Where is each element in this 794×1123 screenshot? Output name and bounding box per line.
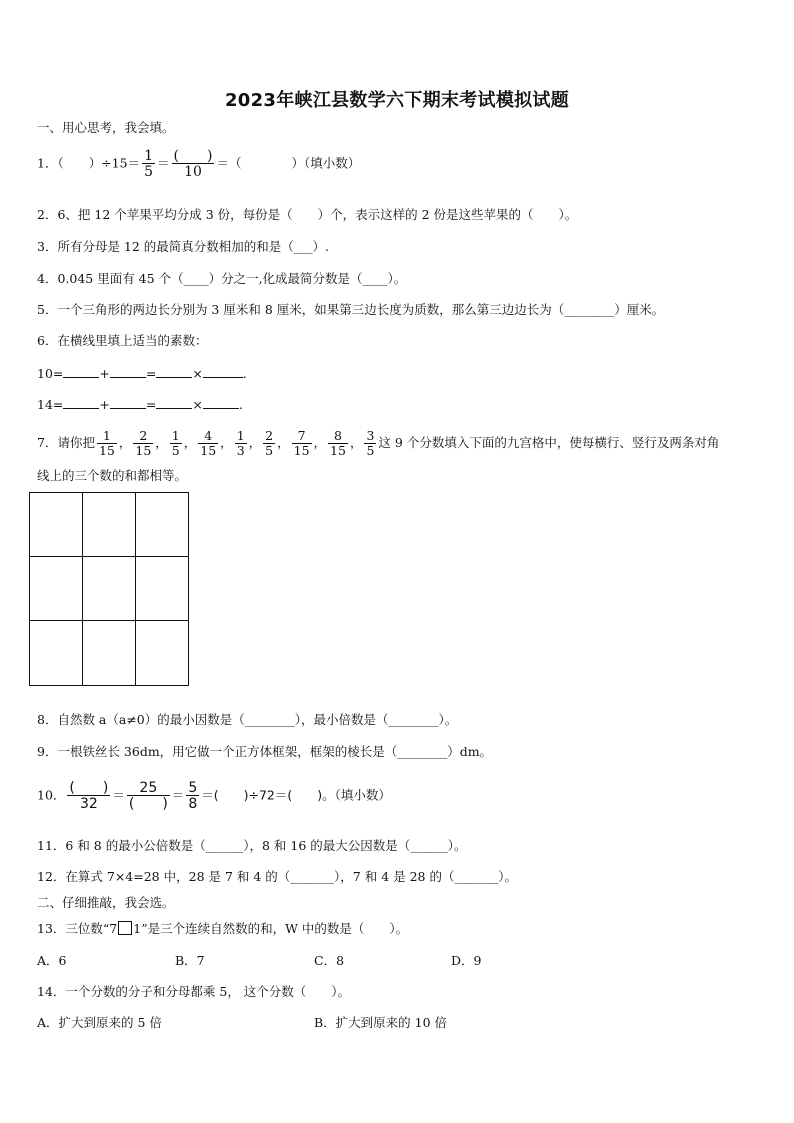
question-6-line-b <box>37 396 243 413</box>
question-6: 6．在横线里填上适当的素数： <box>37 333 208 348</box>
question-1 <box>37 149 360 179</box>
blank-line <box>63 396 99 409</box>
q1-fraction-2 <box>172 149 215 179</box>
q7-fraction <box>328 430 348 457</box>
q7-fraction-denominator: 5 <box>171 442 180 458</box>
q10-f1-denominator: 32 <box>67 795 110 811</box>
q7-separator: ， <box>155 435 168 450</box>
q1-blank-text: （ ）÷15＝ <box>57 155 141 171</box>
q7-fraction <box>364 430 376 457</box>
grid-cell[interactable] <box>83 557 136 621</box>
q7-fraction <box>198 430 218 457</box>
q7-fraction-list <box>95 428 378 458</box>
q10-f3-denominator: 8 <box>188 796 198 812</box>
q1-number: 1． <box>37 155 58 171</box>
q7-separator: ， <box>183 435 197 450</box>
q7-fraction-numerator: 8 <box>334 428 342 443</box>
blank-line <box>203 396 239 409</box>
q6a-op-dot: . <box>242 366 247 381</box>
question-14: 14．一个分数的分子和分母都乘 5， 这个分数（ ）。 <box>37 984 351 999</box>
q13-text-b: 1”是三个连续自然数的和，W 中的数是（ ）。 <box>133 921 409 936</box>
q6a-op-plus: + <box>99 366 110 381</box>
grid-cell[interactable] <box>83 621 136 685</box>
question-6-line-a <box>37 365 247 382</box>
question-8: 8．自然数 a（a≠0）的最小因数是（________），最小倍数是（________）。 <box>37 712 458 727</box>
q1-fraction-1 <box>142 149 155 179</box>
q10-f3-numerator: 5 <box>188 780 198 796</box>
page-title: 2023年峡江县数学六下期末考试模拟试题 <box>224 90 570 111</box>
question-5: 5．一个三角形的两边长分别为 3 厘米和 8 厘米，如果第三边长度为质数，那么第三边边长为（________）厘米。 <box>37 302 665 317</box>
section-heading-fill: 一、用心思考，我会填。 <box>37 120 175 135</box>
grid-cell[interactable] <box>30 621 83 685</box>
question-9: 9．一根铁丝长 36dm，用它做一个正方体框架，框架的棱长是（________）dm。 <box>37 744 493 759</box>
q7-separator: ， <box>248 435 262 450</box>
q1-fraction-2-numerator: ( ) <box>173 148 213 164</box>
q7-fraction <box>133 430 153 457</box>
q10-f2-denominator: ( ) <box>128 796 168 812</box>
blank-line <box>156 396 192 409</box>
blank-line <box>110 365 146 378</box>
q7-fraction-numerator: 7 <box>297 428 306 443</box>
blank-line <box>110 396 146 409</box>
q7-separator: ， <box>220 435 233 450</box>
q7-fraction-numerator: 1 <box>236 428 245 443</box>
q14-option-b[interactable]: B．扩大到原来的 10 倍 <box>314 1015 448 1030</box>
q7-separator: ， <box>277 435 290 450</box>
q7-fraction-denominator: 15 <box>200 442 217 458</box>
q14-option-a[interactable]: A．扩大到原来的 5 倍 <box>37 1015 162 1030</box>
q7-separator: ， <box>349 435 363 450</box>
q1-equals: ＝ <box>157 155 170 171</box>
q7-fraction-denominator: 5 <box>366 442 375 458</box>
q10-number: 10． <box>37 787 66 803</box>
section-heading-choose: 二、仔细推敲，我会选。 <box>37 895 175 910</box>
q6b-op-plus: + <box>99 397 110 412</box>
q7-fraction-numerator: 4 <box>204 428 213 443</box>
q10-equals-2: ＝ <box>171 787 185 803</box>
q7-separator: ， <box>118 435 132 450</box>
q10-f2-numerator: 25 <box>139 780 158 796</box>
question-12: 12．在算式 7×4=28 中，28 是 7 和 4 的（_______），7 和 4 是 28 的（_______）。 <box>37 869 517 884</box>
grid-cell[interactable] <box>136 621 188 685</box>
q7-fraction <box>235 430 247 457</box>
q1-fraction-2-denominator: 10 <box>172 163 215 179</box>
blank-line <box>203 365 243 378</box>
q6a-lead: 10= <box>37 366 64 381</box>
q7-fraction <box>170 430 182 457</box>
q7-fraction-denominator: 3 <box>236 442 245 458</box>
q10-fraction-2 <box>127 781 170 811</box>
q7-fraction-numerator: 1 <box>171 428 180 443</box>
q7-fraction <box>263 430 275 457</box>
q10-rest: ＝( )÷72＝( )。（填小数） <box>201 787 391 803</box>
q7-fraction-denominator: 15 <box>135 442 152 458</box>
blank-line <box>156 365 192 378</box>
q7-fraction-denominator: 15 <box>293 442 310 458</box>
q7-fraction-denominator: 15 <box>330 442 346 458</box>
q6b-lead: 14= <box>37 397 64 412</box>
q10-fraction-3 <box>186 781 199 811</box>
q7-fraction-numerator: 2 <box>265 428 274 443</box>
q1-fraction-1-numerator: 1 <box>144 148 154 164</box>
grid-cell[interactable] <box>136 557 188 621</box>
q7-fraction <box>97 430 117 457</box>
question-7 <box>37 430 719 457</box>
q13-option-b[interactable]: B．7 <box>175 953 205 968</box>
q13-text-a: 13．三位数“7 <box>37 921 118 936</box>
q6b-op-times: × <box>192 397 203 412</box>
q13-option-c[interactable]: C．8 <box>314 953 345 968</box>
question-3: 3．所有分母是 12 的最简真分数相加的和是（___）. <box>37 239 330 254</box>
q6a-op-times: × <box>192 366 203 381</box>
nine-grid <box>29 492 189 686</box>
q6a-op-eq: = <box>145 366 157 381</box>
q10-fraction-1 <box>67 781 110 811</box>
question-7-line-2: 线上的三个数的和都相等。 <box>37 468 188 483</box>
q6b-op-eq: = <box>145 397 157 412</box>
grid-cell[interactable] <box>83 493 136 557</box>
q7-fraction <box>292 430 312 457</box>
question-10 <box>37 781 391 811</box>
q1-tail: ＝（ ）（填小数） <box>216 155 361 171</box>
q10-f1-numerator: ( ) <box>69 780 109 796</box>
q1-fraction-1-denominator: 5 <box>144 164 154 180</box>
q7-separator: ， <box>313 435 327 450</box>
q7-lead: 7．请你把 <box>37 435 95 450</box>
grid-cell[interactable] <box>30 493 83 557</box>
q13-option-a[interactable]: A．6 <box>37 953 67 968</box>
q13-option-d[interactable]: D．9 <box>451 953 482 968</box>
q7-fraction-numerator: 3 <box>366 428 375 443</box>
q7-fraction-numerator: 2 <box>139 428 148 443</box>
question-11: 11．6 和 8 的最小公倍数是（______），8 和 16 的最大公因数是（______）。 <box>37 838 467 853</box>
q6b-op-dot: . <box>238 397 243 412</box>
q7-fraction-denominator: 5 <box>265 442 274 458</box>
q10-equals-1: ＝ <box>112 787 125 803</box>
question-13 <box>37 921 408 937</box>
q7-fraction-denominator: 15 <box>98 442 115 458</box>
q7-fraction-numerator: 1 <box>102 428 111 443</box>
question-4: 4．0.045 里面有 45 个（____）分之一,化成最简分数是（____）。 <box>37 271 407 286</box>
grid-cell[interactable] <box>136 493 188 557</box>
blank-box-icon <box>118 921 132 935</box>
question-2: 2．6、把 12 个苹果平均分成 3 份，每份是（ ）个，表示这样的 2 份是这些苹果的（ ）。 <box>37 207 578 222</box>
blank-line <box>63 365 99 378</box>
q7-tail: 这 9 个分数填入下面的九宫格中，使每横行、竖行及两条对角 <box>378 435 720 450</box>
grid-cell[interactable] <box>30 557 83 621</box>
